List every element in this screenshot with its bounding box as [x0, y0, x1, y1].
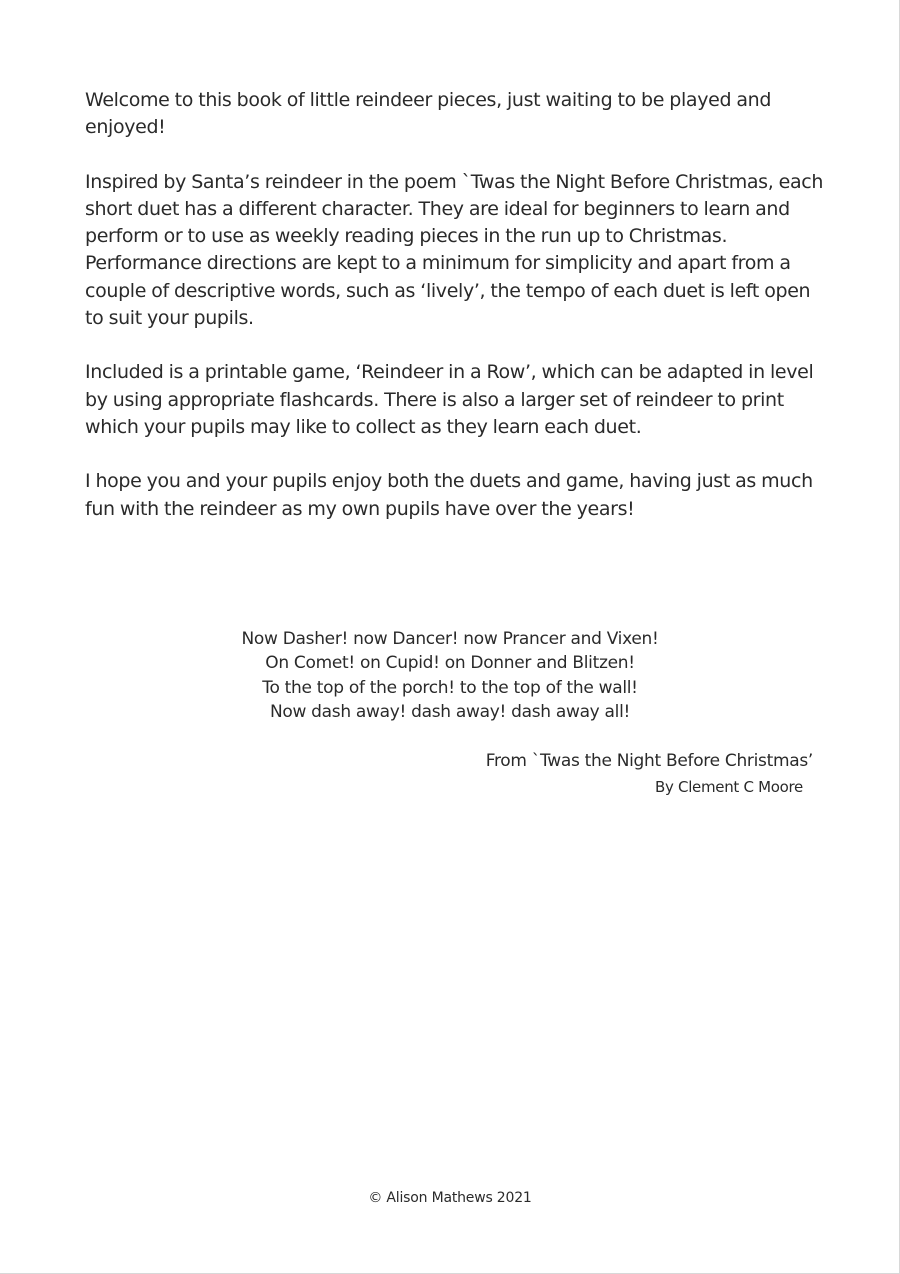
intro-paragraph-inspiration: Inspired by Santa’s reindeer in the poem `Twas the Night Before Christmas, each short duet has a different character. They are ideal for beginners to learn and perform or to use as weekly reading pieces in the run up to Christmas. Performance directions are kept to a minimum for simplicity and apart from a couple of descriptive words, such as ‘lively’, the tempo of each duet is left open to suit your pupils. [85, 170, 824, 330]
poem-author: By Clement C Moore [654, 778, 803, 796]
verse-line: On Comet! on Cupid! on Donner and Blitzen! [265, 653, 635, 674]
introduction [85, 87, 825, 550]
poem-source: From `Twas the Night Before Christmas’ [485, 751, 813, 771]
verse-line: Now dash away! dash away! dash away all! [269, 701, 631, 722]
intro-paragraph-welcome: Welcome to this book of little reindeer pieces, just waiting to be played and enjoyed! [85, 89, 772, 139]
intro-paragraph-game: Included is a printable game, ‘Reindeer in a Row’, which can be adapted in level by using appropriate flashcards. There is also a larger set of reindeer to print which your pupils may like to collect as they learn each duet. [85, 361, 814, 438]
poem-verse [150, 627, 750, 724]
copyright-notice: © Alison Mathews 2021 [368, 1190, 532, 1206]
intro-paragraph-closing: I hope you and your pupils enjoy both the duets and game, having just as much fun with the reindeer as my own pupils have over the years! [85, 470, 813, 520]
verse-line: Now Dasher! now Dancer! now Prancer and Vixen! [241, 629, 659, 649]
verse-line: To the top of the porch! to the top of the wall! [262, 677, 638, 698]
